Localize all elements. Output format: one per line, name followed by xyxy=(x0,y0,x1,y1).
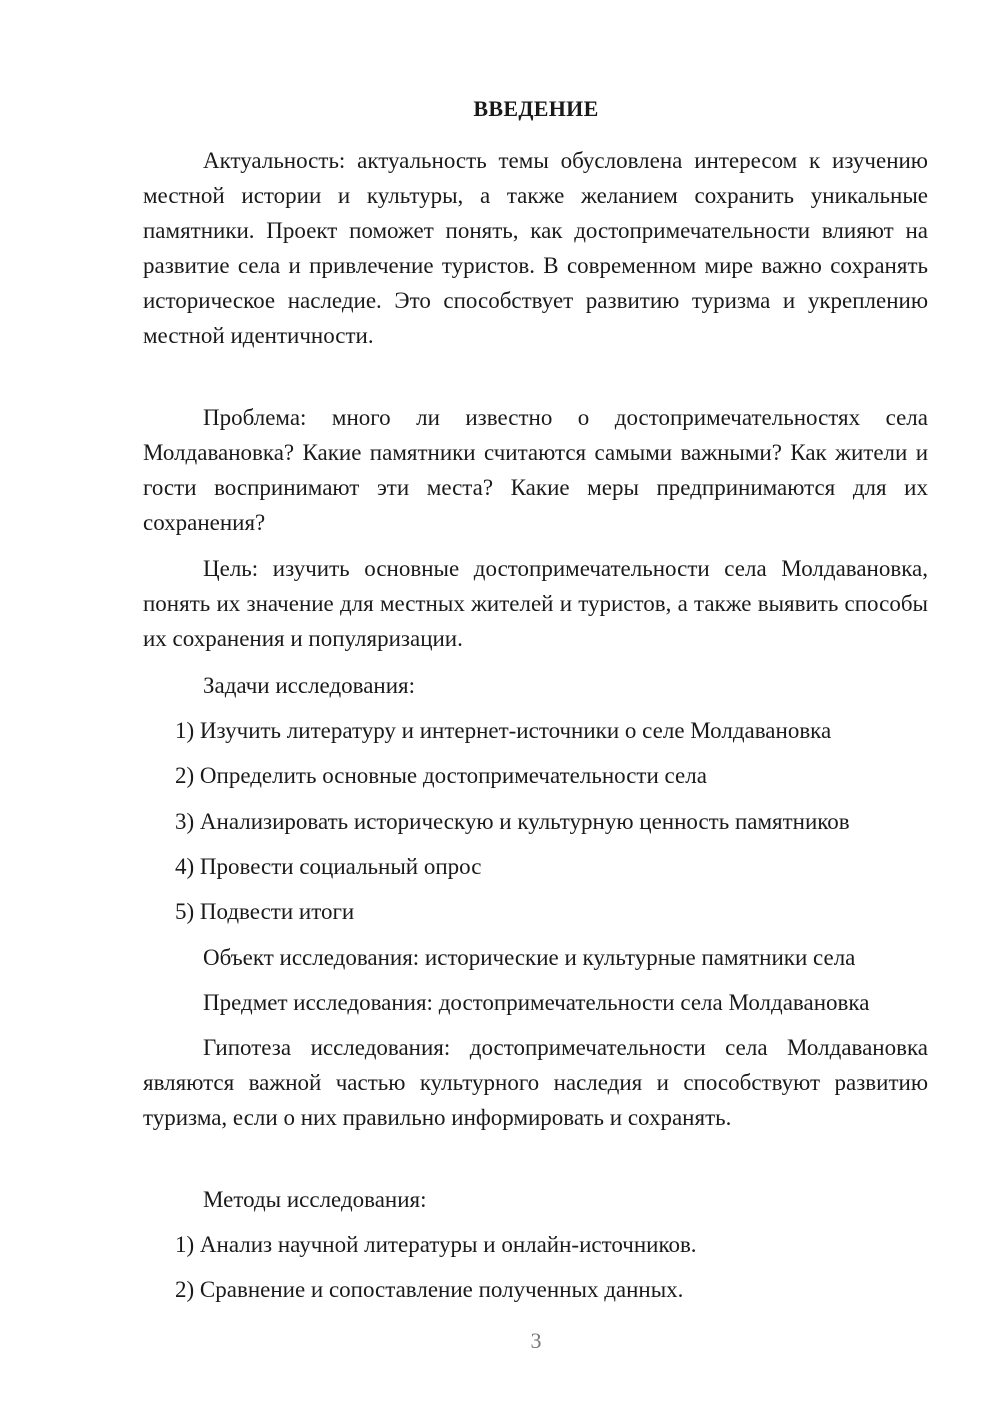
list-item: 5) Подвести итоги xyxy=(175,899,355,924)
list-item: 1) Изучить литературу и интернет-источники о селе Молдавановка xyxy=(175,718,832,743)
subject-line: Предмет исследования: достопримечательности села Молдавановка xyxy=(203,990,870,1015)
hypothesis-paragraph: Гипотеза исследования: достопримечательности села Молдавановка являются важной частью культурного наследия и способствуют развитию туризма, если о них правильно информировать и сохранять. xyxy=(143,1035,928,1130)
relevance-paragraph: Актуальность: актуальность темы обусловлена интересом к изучению местной истории и культуры, а также желанием сохранить уникальные памятники. Проект поможет понять, как достопримечательности влияют на развитие села и привлечение туристов. В современном мире важно сохранять историческое наследие. Это способствует развитию туризма и укреплению местной идентичности. xyxy=(143,148,928,348)
list-item: 2) Сравнение и сопоставление полученных данных. xyxy=(175,1277,684,1302)
list-item: 1) Анализ научной литературы и онлайн-источников. xyxy=(175,1232,697,1257)
tasks-heading: Задачи исследования: xyxy=(203,673,416,698)
list-item: 4) Провести социальный опрос xyxy=(175,854,482,879)
methods-heading: Методы исследования: xyxy=(203,1187,427,1212)
list-item: 2) Определить основные достопримечательности села xyxy=(175,763,707,788)
problem-paragraph: Проблема: много ли известно о достопримечательностях села Молдавановка? Какие памятники считаются самыми важными? Как жители и гости воспринимают эти места? Какие меры предпринимаются для их сохранения? xyxy=(143,405,928,535)
list-item: 3) Анализировать историческую и культурную ценность памятников xyxy=(175,809,850,834)
page-number: 3 xyxy=(530,1328,542,1353)
goal-paragraph: Цель: изучить основные достопримечательности села Молдавановка, понять их значение для местных жителей и туристов, а также выявить способы их сохранения и популяризации. xyxy=(143,556,928,651)
page-title: ВВЕДЕНИЕ xyxy=(473,96,599,121)
object-line: Объект исследования: исторические и культурные памятники села xyxy=(203,945,856,970)
